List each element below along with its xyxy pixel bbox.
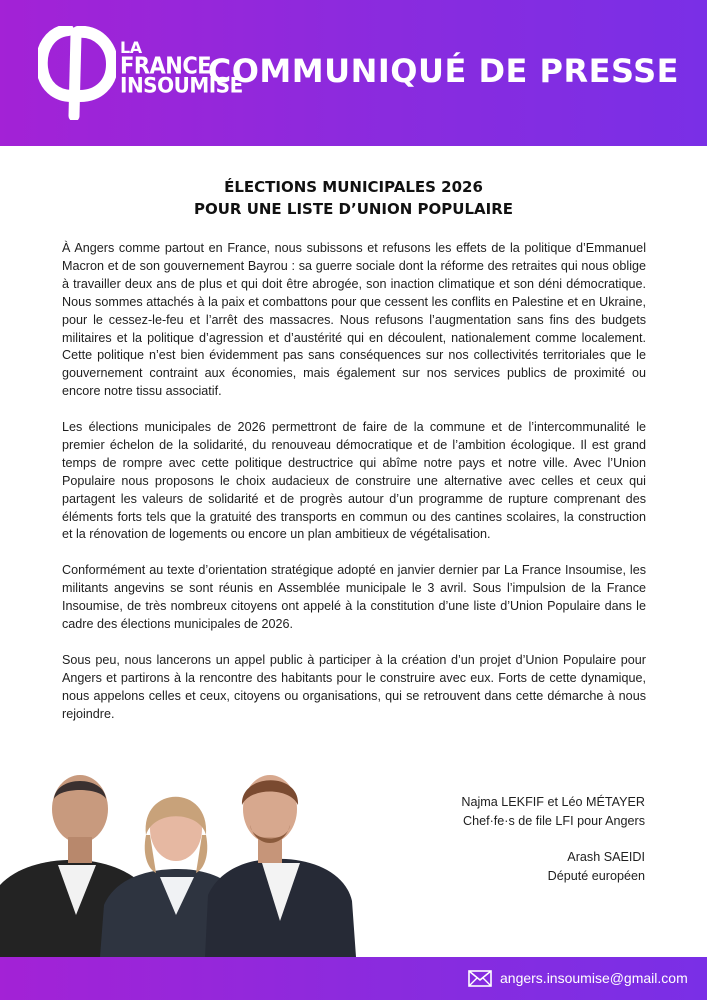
press-release-title: COMMUNIQUÉ DE PRESSE	[207, 52, 679, 90]
press-release-body	[62, 240, 646, 741]
header-banner	[0, 0, 707, 146]
logo-line-2: FRANCE	[120, 53, 212, 79]
document-title-line-1: ÉLECTIONS MUNICIPALES 2026	[224, 178, 483, 196]
signatory-role: Chef·fe·s de file LFI pour Angers	[462, 814, 645, 828]
contact-email-link[interactable]: angers.insoumise@gmail.com	[500, 970, 688, 986]
signatories-photo	[0, 765, 380, 957]
paragraph: Les élections municipales de 2026 permettront de faire de la commune et de l’intercommunalité le premier échelon de la solidarité, du renouveau démocratique et de l’ambition écologique. Il est grand temps de rompre avec cette politique destructrice qui abîme notre pays et notre ville. Avec l’Union Populaire nous proposons le choix audacieux de construire une alternative avec celles et ceux qui partagent les valeurs de solidarité et de progrès autour d’un programme de rupture comprenant des éléments forts tels que la gratuité des transports en commun ou des cantines scolaires, la construction et la rénovation de logements ou encore un plan ambitieux de végétalisation.	[62, 420, 646, 542]
paragraph: Sous peu, nous lancerons un appel public à participer à la création d’un projet d’Union Populaire pour Angers et partirons à la rencontre des habitants pour le construire avec eux. Forts de cette dynamique, nous appelons celles et ceux, citoyens ou organisations, qui se retrouvent dans cette démarche à nous rejoindre.	[62, 652, 646, 721]
mail-icon	[468, 970, 492, 987]
signatory-names: Najma LEKFIF et Léo MÉTAYER	[461, 795, 645, 809]
signatory-name: Arash SAEIDI	[567, 850, 645, 864]
logo-line-1: LA	[120, 38, 142, 57]
signatures	[461, 793, 645, 886]
lfi-phi-logo-icon	[38, 26, 116, 120]
document-title	[0, 176, 707, 220]
paragraph: À Angers comme partout en France, nous subissons et refusons les effets de la politique d’Emmanuel Macron et de son gouvernement Bayrou : sa guerre sociale dont la réforme des retraites qui nous oblige à travailler deux ans de plus et qui doit être abrogée, son inaction climatique et son déni démocratique. Nous sommes attachés à la paix et combattons pour que cessent les conflits en Palestine et en Ukraine, pour le cessez-le-feu et l’arrêt des massacres. Nous refusons l’augmentation sans fins des budgets militaires et la politique d’agression et d’austérité qui en découlent, nationalement comme localement. Cette politique n’est bien évidemment pas sans conséquences sur nos collectivités territoriales que le gouvernement contraint aux économies, mais également sur nos services publics de proximité ou encore notre tissu associatif.	[62, 241, 646, 399]
footer-banner	[0, 957, 707, 1000]
signatory-role: Député européen	[547, 869, 645, 883]
logo-line-3: INSOUMISE	[120, 72, 243, 98]
paragraph: Conformément au texte d’orientation stratégique adopté en janvier dernier par La France Insoumise, les militants angevins se sont réunis en Assemblée municipale le 3 avril. Sous l’impulsion de la France Insoumise, de très nombreux citoyens ont appelé à la constitution d’une liste d’Union Populaire dans le cadre des élections municipales de 2026.	[62, 563, 646, 631]
document-title-line-2: POUR UNE LISTE D’UNION POPULAIRE	[194, 200, 513, 218]
